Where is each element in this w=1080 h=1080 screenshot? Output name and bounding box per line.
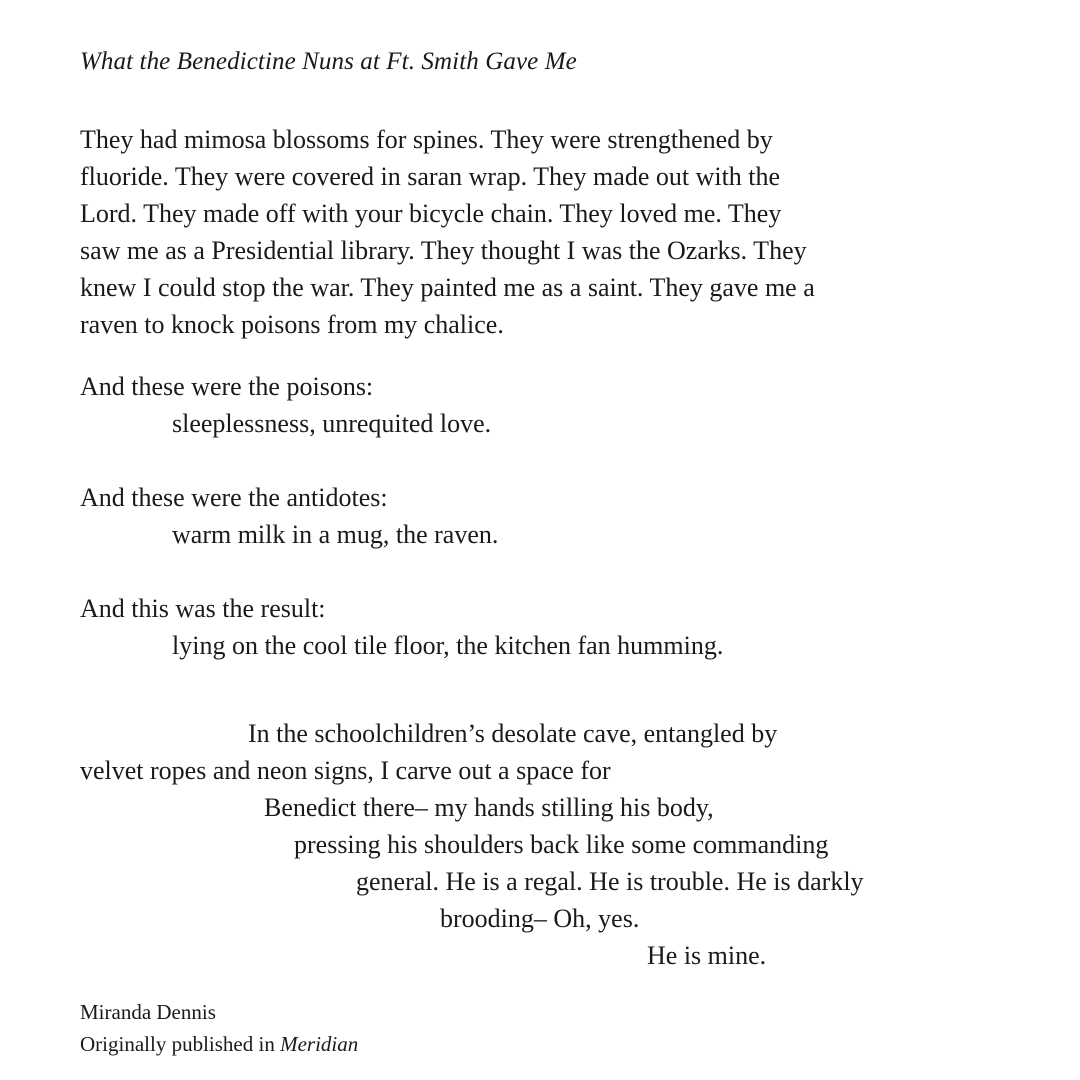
prose-line: fluoride. They were covered in saran wrap. They made out with the [80,162,781,191]
prose-stanza [80,121,980,343]
stanza-lead-line: And these were the antidotes: [80,483,388,512]
stanza-result [80,590,723,664]
stanza-indented-line: warm milk in a mug, the raven. [172,520,499,549]
stanza-indented-line: lying on the cool tile floor, the kitchen fan humming. [172,631,724,660]
prose-line: They had mimosa blossoms for spines. They were strengthened by [80,125,773,154]
poem-title: What the Benedictine Nuns at Ft. Smith Gave Me [80,48,577,75]
stanza-lead-line: And this was the result: [80,594,326,623]
author-name: Miranda Dennis [80,1000,216,1024]
stanza-lead-line: And these were the poisons: [80,372,374,401]
prose-line: Lord. They made off with your bicycle chain. They loved me. They [80,199,782,228]
credit-block [80,996,358,1060]
cascade-line: He is mine. [647,941,767,970]
cascade-line: brooding– Oh, yes. [440,904,640,933]
cascade-line: In the schoolchildren’s desolate cave, entangled by [248,719,778,748]
publication-note [80,1028,358,1060]
publication-name: Meridian [280,1032,359,1056]
stanza-antidotes [80,479,498,553]
stanza-poisons [80,368,491,442]
cascade-line: general. He is a regal. He is trouble. He is darkly [356,867,864,896]
cascade-line: velvet ropes and neon signs, I carve out a space for [80,756,611,785]
prose-line: knew I could stop the war. They painted me as a saint. They gave me a [80,273,815,302]
prose-line: raven to knock poisons from my chalice. [80,310,504,339]
cascade-line: pressing his shoulders back like some commanding [294,830,829,859]
cascading-stanza [0,715,1080,974]
prose-line: saw me as a Presidential library. They thought I was the Ozarks. They [80,236,807,265]
publication-prefix: Originally published in [80,1032,281,1056]
stanza-indented-line: sleeplessness, unrequited love. [172,409,492,438]
cascade-line: Benedict there– my hands stilling his body, [264,793,714,822]
